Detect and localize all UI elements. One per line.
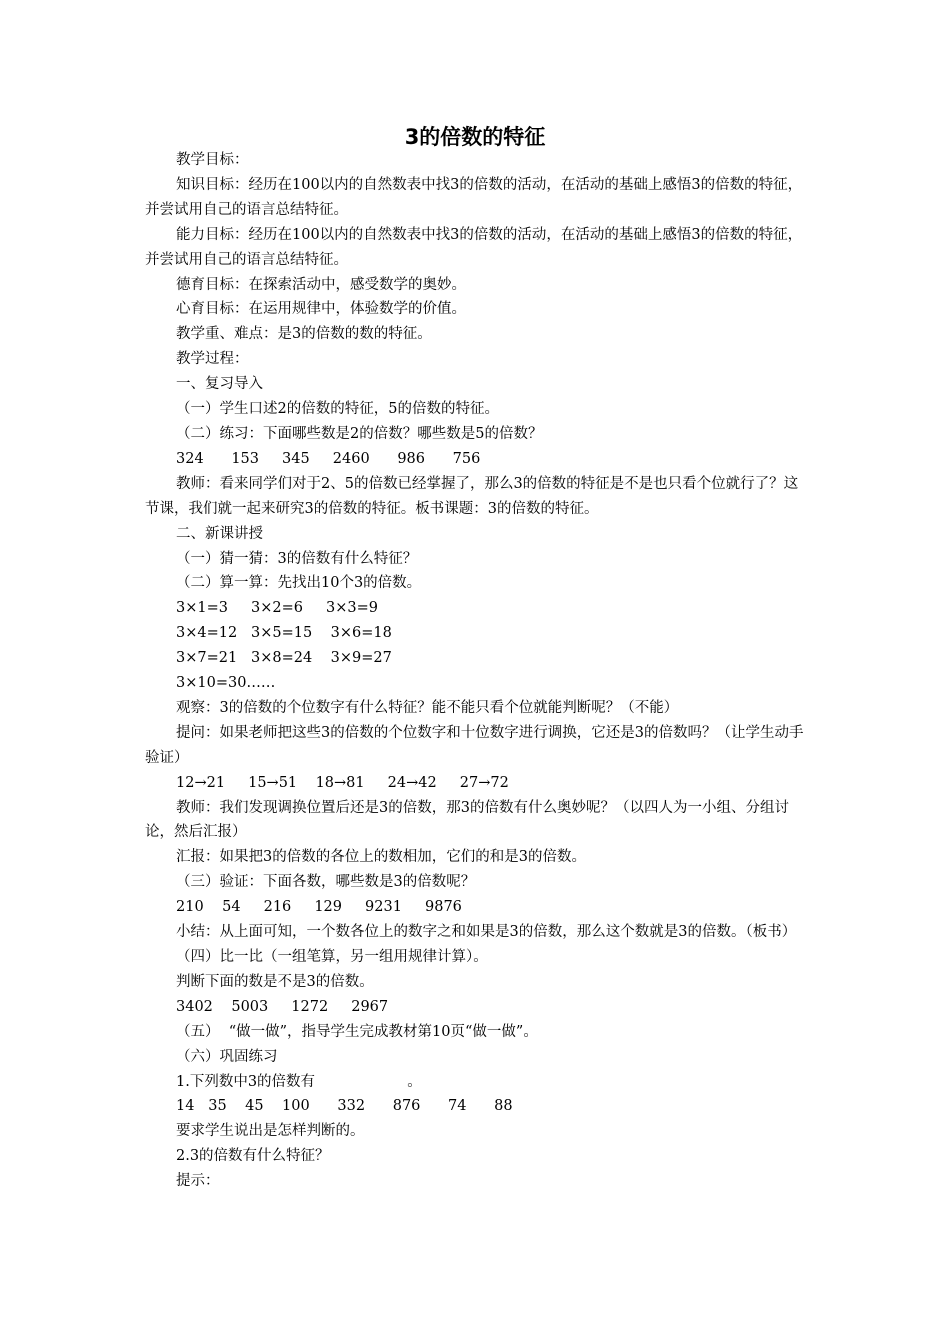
paragraph: （二）练习：下面哪些数是2的倍数？哪些数是5的倍数？ <box>176 425 543 442</box>
number-row: 1.下列数中3的倍数有 。 <box>176 1073 422 1090</box>
paragraph: 德育目标：在探索活动中，感受数学的奥妙。 <box>176 276 466 293</box>
paragraph: 一、复习导入 <box>176 376 263 393</box>
paragraph: 二、新课讲授 <box>176 525 263 542</box>
number-row: 3402 5003 1272 2967 <box>176 998 389 1015</box>
paragraph: 提示： <box>176 1173 220 1190</box>
paragraph: （二）算一算：先找出10个3的倍数。 <box>176 575 422 592</box>
paragraph: （三）验证：下面各数，哪些数是3的倍数呢？ <box>176 874 476 891</box>
document-title: 3的倍数的特征 <box>404 125 546 149</box>
paragraph: 小结：从上面可知，一个数各位上的数字之和如果是3的倍数，那么这个数就是3的倍数。（板书） <box>176 924 797 941</box>
document-body <box>145 148 809 1194</box>
paragraph: 教学目标： <box>176 152 249 168</box>
paragraph: 提问：如果老师把这些3的倍数的个位数字和十位数字进行调换，它还是3的倍数吗？（让学生动手验证） <box>145 724 804 766</box>
paragraph: 观察：3的倍数的个位数字有什么特征？能不能只看个位就能判断呢？（不能） <box>176 699 679 716</box>
paragraph: 要求学生说出是怎样判断的。 <box>176 1123 365 1140</box>
paragraph: 教师：看来同学们对于2、5的倍数已经掌握了，那么3的倍数的特征是不是也只看个位就行了？这节课，我们就一起来研究3的倍数的特征。板书课题：3的倍数的特征。 <box>145 475 799 517</box>
paragraph: （一）学生口述2的倍数的特征，5的倍数的特征。 <box>176 401 499 418</box>
paragraph: 2.3的倍数有什么特征？ <box>176 1148 330 1165</box>
number-row: 3×7=21 3×8=24 3×9=27 <box>176 650 392 667</box>
paragraph: （四）比一比（一组笔算，另一组用规律计算）。 <box>176 949 488 965</box>
number-row: 14 35 45 100 332 876 74 88 <box>176 1098 513 1115</box>
number-row: 3×1=3 3×2=6 3×3=9 <box>176 600 379 617</box>
number-row: 324 153 345 2460 986 756 <box>176 450 481 467</box>
paragraph: 心育目标：在运用规律中，体验数学的价值。 <box>176 301 466 318</box>
paragraph: 汇报：如果把3的倍数的各位上的数相加，它们的和是3的倍数。 <box>176 849 586 866</box>
paragraph: （五） “做一做”，指导学生完成教材第10页“做一做”。 <box>176 1023 538 1040</box>
paragraph: 教学过程： <box>176 351 249 368</box>
paragraph: 知识目标：经历在100以内的自然数表中找3的倍数的活动，在活动的基础上感悟3的倍数的特征，并尝试用自己的语言总结特征。 <box>145 176 803 218</box>
number-row: 3×10=30…… <box>176 675 276 692</box>
number-row: 210 54 216 129 9231 9876 <box>176 899 462 916</box>
paragraph: （六）巩固练习 <box>176 1048 278 1065</box>
paragraph: 判断下面的数是不是3的倍数。 <box>176 973 374 990</box>
paragraph: 教师：我们发现调换位置后还是3的倍数，那3的倍数有什么奥妙呢？（以四人为一小组、分组讨论，然后汇报） <box>145 799 789 841</box>
number-row: 3×4=12 3×5=15 3×6=18 <box>176 625 392 642</box>
paragraph: （一）猜一猜：3的倍数有什么特征？ <box>176 550 418 567</box>
paragraph: 教学重、难点：是3的倍数的数的特征。 <box>176 326 432 343</box>
paragraph: 能力目标：经历在100以内的自然数表中找3的倍数的活动，在活动的基础上感悟3的倍数的特征，并尝试用自己的语言总结特征。 <box>145 226 803 268</box>
number-row: 12→21 15→51 18→81 24→42 27→72 <box>176 774 509 791</box>
